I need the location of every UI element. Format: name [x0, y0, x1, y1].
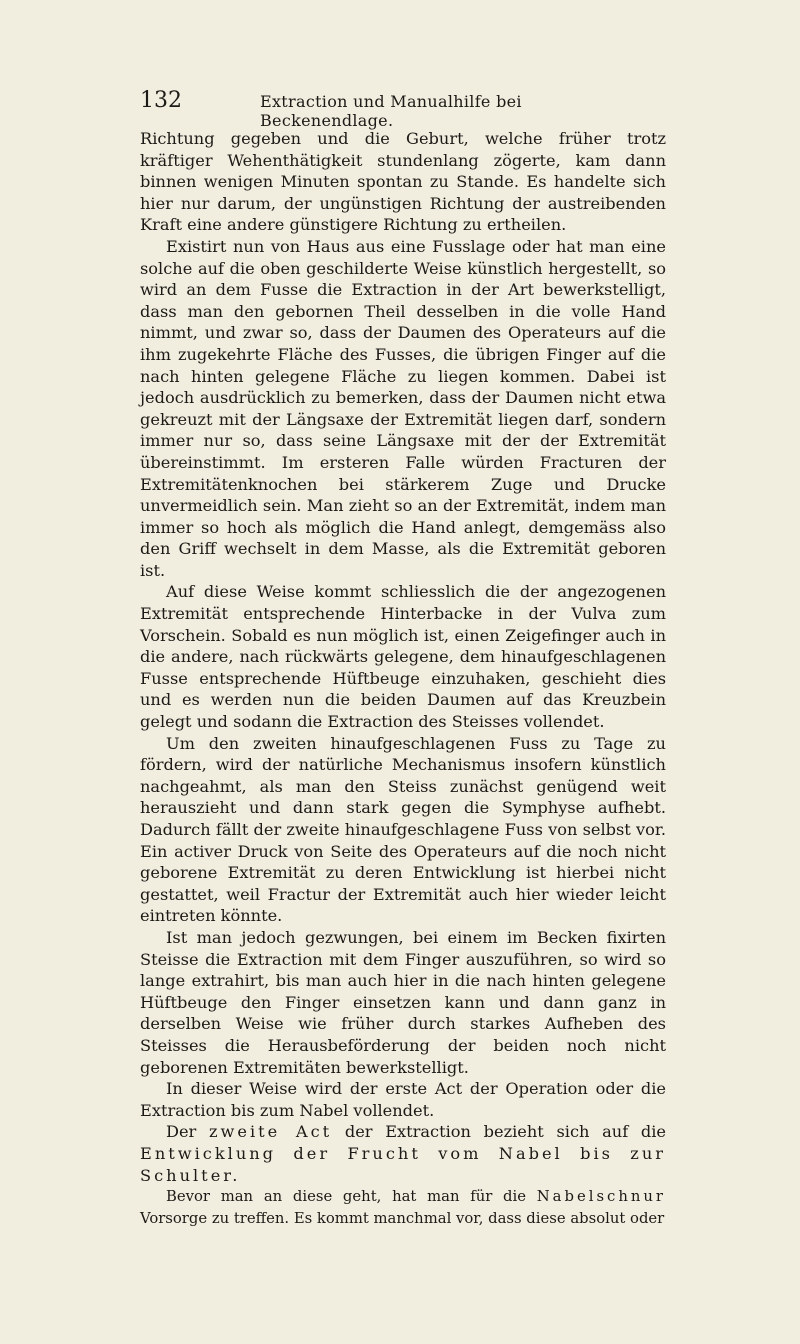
spaced-emphasis: Nabelschnur — [536, 1188, 666, 1206]
text-run: Der — [166, 1122, 209, 1142]
spaced-emphasis: zweite Act — [208, 1122, 333, 1142]
paragraph: Auf diese Weise kommt schliesslich die der angezogenen Extremität entsprechende Hinterbacke in der Vulva zum Vorschein. Sobald es nun möglich ist, einen Zeigefinger auch in die andere, nach rückwärts gelegene, dem hinaufgeschlagenen Fusse entsprechende Hüftbeuge einzuhaken, geschieht dies und es werden nun die beiden Daumen auf das Kreuzbein gelegt und sodann die Extraction des Steisses vollendet. — [140, 582, 666, 732]
paragraph-second-act — [140, 1121, 666, 1186]
running-title: Extraction und Manualhilfe bei Beckenendlage. — [260, 92, 522, 130]
spaced-emphasis: Entwicklung der Frucht vom Nabel bis zur Schulter. — [140, 1143, 666, 1185]
paragraph: Ist man jedoch gezwungen, bei einem im Becken fixirten Steisse die Extraction mit dem Finger auszuführen, so wird so lange extrahirt, bis man auch hier in die nach hinten gelegene Hüftbeuge den Finger einsetzen kann und dann ganz in derselben Weise wie früher durch starkes Aufheben des Steisses die Herausbeförderung der beiden noch nicht geborenen Extremitäten bewerkstelligt. — [140, 927, 666, 1077]
paragraph: Richtung gegeben und die Geburt, welche früher trotz kräftiger Wehenthätigkeit stundenlang zögerte, kam dann binnen wenigen Minuten spontan zu Stande. Es handelte sich hier nur darum, der ungünstigen Richtung der austreibenden Kraft eine andere günstigere Richtung zu ertheilen. — [140, 129, 666, 235]
page-number: 132 — [140, 88, 182, 113]
page-header — [140, 88, 660, 130]
paragraph: In dieser Weise wird der erste Act der Operation oder die Extraction bis zum Nabel vollendet. — [140, 1079, 666, 1120]
body-text — [140, 128, 666, 1229]
paragraph: Um den zweiten hinaufgeschlagenen Fuss zu Tage zu fördern, wird der natürliche Mechanismus insofern künstlich nachgeahmt, als man den Steiss zunächst genügend weit herauszieht und dann stark gegen die Symphyse aufhebt. Dadurch fällt der zweite hinaufgeschlagene Fuss von selbst vor. Ein activer Druck von Seite des Operateurs auf die noch nicht geborene Extremität zu deren Entwicklung ist hierbei nicht gestattet, weil Fractur der Extremität auch hier wieder leicht eintreten könnte. — [140, 733, 666, 926]
paragraph-umbilical-cord — [140, 1186, 666, 1229]
text-run: Bevor man an diese geht, hat man für die — [166, 1188, 537, 1206]
text-run: der Extraction bezieht sich auf die — [332, 1122, 666, 1142]
paragraph: Existirt nun von Haus aus eine Fusslage oder hat man eine solche auf die oben geschilderte Weise künstlich hergestellt, so wird an dem Fusse die Extraction in der Art bewerkstelligt, dass man den gebornen Theil desselben in die volle Hand nimmt, und zwar so, dass der Daumen des Operateurs auf die ihm zugekehrte Fläche des Fusses, die übrigen Finger auf die nach hinten gelegene Fläche zu liegen kommen. Dabei ist jedoch ausdrücklich zu bemerken, dass der Daumen nicht etwa gekreuzt mit der Längsaxe der Extremität liegen darf, sondern immer nur so, dass seine Längsaxe mit der der Extremität übereinstimmt. Im ersteren Falle würden Fracturen der Extremitätenknochen bei stärkerem Zuge und Drucke unvermeidlich sein. Man zieht so an der Extremität, indem man immer so hoch als möglich die Hand anlegt, demgemäss also den Griff wechselt in dem Masse, als die Extremität geboren ist. — [140, 236, 666, 580]
text-run: Vorsorge zu treffen. Es kommt manchmal vor, dass diese absolut oder — [140, 1209, 665, 1227]
